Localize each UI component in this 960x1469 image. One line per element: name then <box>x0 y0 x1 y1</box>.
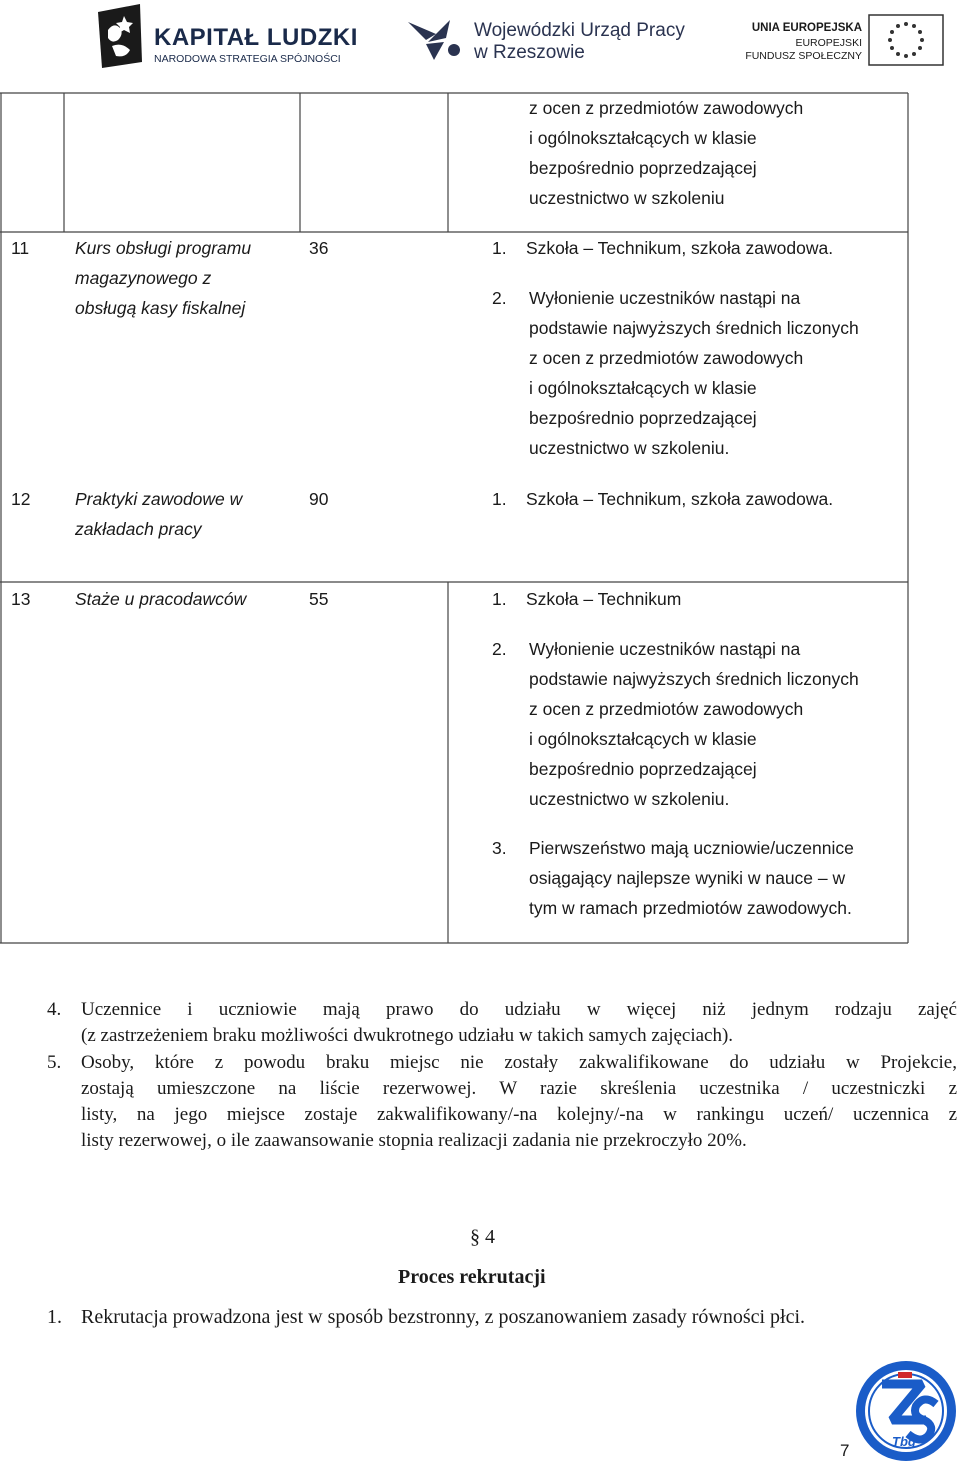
row13-criterion3 <box>529 833 854 923</box>
ue-line3: FUNDUSZ SPOŁECZNY <box>745 50 862 62</box>
row12-name-line: zakładach pracy <box>75 519 202 539</box>
row13-c2-line: z ocen z przedmiotów zawodowych <box>529 699 804 719</box>
wup-name-line1: Wojewódzki Urząd Pracy <box>474 20 685 41</box>
row13-c2-line: bezpośrednio poprzedzającej <box>529 759 757 779</box>
row11-c2-line: z ocen z przedmiotów zawodowych <box>529 348 804 368</box>
row11-name-line: magazynowego z <box>75 268 212 288</box>
row0-criteria-line: z ocen z przedmiotów zawodowych <box>529 98 804 118</box>
wup-name-line2: w Rzeszowie <box>474 42 585 63</box>
row11-hours: 36 <box>309 238 329 258</box>
row11-criterion2 <box>529 283 859 463</box>
paragraph-4-number: 4. <box>47 999 62 1020</box>
row12-criterion1: Szkoła – Technikum, szkoła zawodowa. <box>526 489 834 509</box>
row13-criterion1: Szkoła – Technikum <box>526 589 682 609</box>
row0-criteria <box>529 93 803 213</box>
kapital-ludzki-subtitle: NARODOWA STRATEGIA SPÓJNOŚCI <box>154 53 341 65</box>
row11-c2-line: podstawie najwyższych średnich liczonych <box>529 318 859 338</box>
row13-c2-line: i ogólnokształcących w klasie <box>529 729 757 749</box>
row13-c3-line: osiągający najlepsze wyniki w nauce – w <box>529 868 846 888</box>
row11-criterion1: Szkoła – Technikum, szkoła zawodowa. <box>526 238 834 258</box>
row13-criterion1-number: 1. <box>492 589 507 609</box>
kapital-ludzki-title: KAPITAŁ LUDZKI <box>154 24 358 51</box>
paragraph-5 <box>81 1050 957 1154</box>
row11-number: 11 <box>11 238 30 258</box>
row11-c2-line: Wyłonienie uczestników nastąpi na <box>529 288 801 308</box>
row0-criteria-line: i ogólnokształcących w klasie <box>529 128 757 148</box>
school-logo <box>852 1358 960 1464</box>
row13-criterion2 <box>529 634 859 814</box>
row11-name-line: obsługą kasy fiskalnej <box>75 298 246 318</box>
paragraph-5-line: listy rezerwowej, o ile zaawansowanie stopnia realizacji zadania nie przekroczyło 20%. <box>81 1130 747 1151</box>
row12-name-line: Praktyki zawodowe w <box>75 489 243 509</box>
row11-criterion1-number: 1. <box>492 238 507 258</box>
row0-criteria-line: uczestnictwo w szkoleniu <box>529 188 725 208</box>
row11-c2-line: uczestnictwo w szkoleniu. <box>529 438 730 458</box>
paragraph-5-number: 5. <box>47 1052 62 1073</box>
row12-hours: 90 <box>309 489 329 509</box>
paragraph-4 <box>81 997 957 1049</box>
row13-criterion2-number: 2. <box>492 639 507 659</box>
row11-name-line: Kurs obsługi programu <box>75 238 252 258</box>
row11-criterion2-number: 2. <box>492 288 507 308</box>
section-item1: Rekrutacja prowadzona jest w sposób bezstronny, z poszanowaniem zasady równości płci. <box>81 1306 806 1328</box>
row11-course-name <box>75 233 251 323</box>
row11-c2-line: bezpośrednio poprzedzającej <box>529 408 757 428</box>
school-logo-text: Tbg <box>892 1434 916 1449</box>
row13-number: 13 <box>11 589 31 609</box>
row0-criteria-line: bezpośrednio poprzedzającej <box>529 158 757 178</box>
section-symbol: § 4 <box>470 1226 495 1248</box>
row13-c3-line: tym w ramach przedmiotów zawodowych. <box>529 898 852 918</box>
section-item1-number: 1. <box>47 1306 62 1328</box>
paragraph-4-line: Uczennice i uczniowie mają prawo do udziału w więcej niż jednym rodzaju zajęć <box>81 999 957 1020</box>
ue-line1: UNIA EUROPEJSKA <box>751 22 862 34</box>
paragraph-5-line: zostają umieszczone na liście rezerwowej. W razie skreślenia uczestnika / uczestniczki z <box>81 1078 957 1099</box>
row13-course-name: Staże u pracodawców <box>75 589 247 609</box>
row12-number: 12 <box>11 489 31 509</box>
row13-c2-line: uczestnictwo w szkoleniu. <box>529 789 730 809</box>
section-title: Proces rekrutacji <box>398 1266 546 1288</box>
school-emblem-icon <box>852 1358 960 1464</box>
row12-course-name <box>75 484 242 544</box>
row13-c2-line: Wyłonienie uczestników nastąpi na <box>529 639 801 659</box>
row13-c2-line: podstawie najwyższych średnich liczonych <box>529 669 859 689</box>
row13-c3-line: Pierwszeństwo mają uczniowie/uczennice <box>529 838 854 858</box>
row13-criterion3-number: 3. <box>492 838 507 858</box>
paragraph-4-line: (z zastrzeżeniem braku możliwości dwukrotnego udziału w takich samych zajęciach). <box>81 1025 734 1046</box>
paragraph-5-line: Osoby, które z powodu braku miejsc nie zostały zakwalifikowane do udziału w Projekcie, <box>81 1052 957 1073</box>
row11-c2-line: i ogólnokształcących w klasie <box>529 378 757 398</box>
row12-criterion1-number: 1. <box>492 489 507 509</box>
ue-line2: EUROPEJSKI <box>795 37 862 49</box>
page-number: 7 <box>840 1441 850 1460</box>
row13-hours: 55 <box>309 589 329 609</box>
paragraph-5-line: listy, na jego miejsce zostaje zakwalifikowany/-na kolejny/-na w rankingu uczeń/ uczennica z <box>81 1104 957 1125</box>
